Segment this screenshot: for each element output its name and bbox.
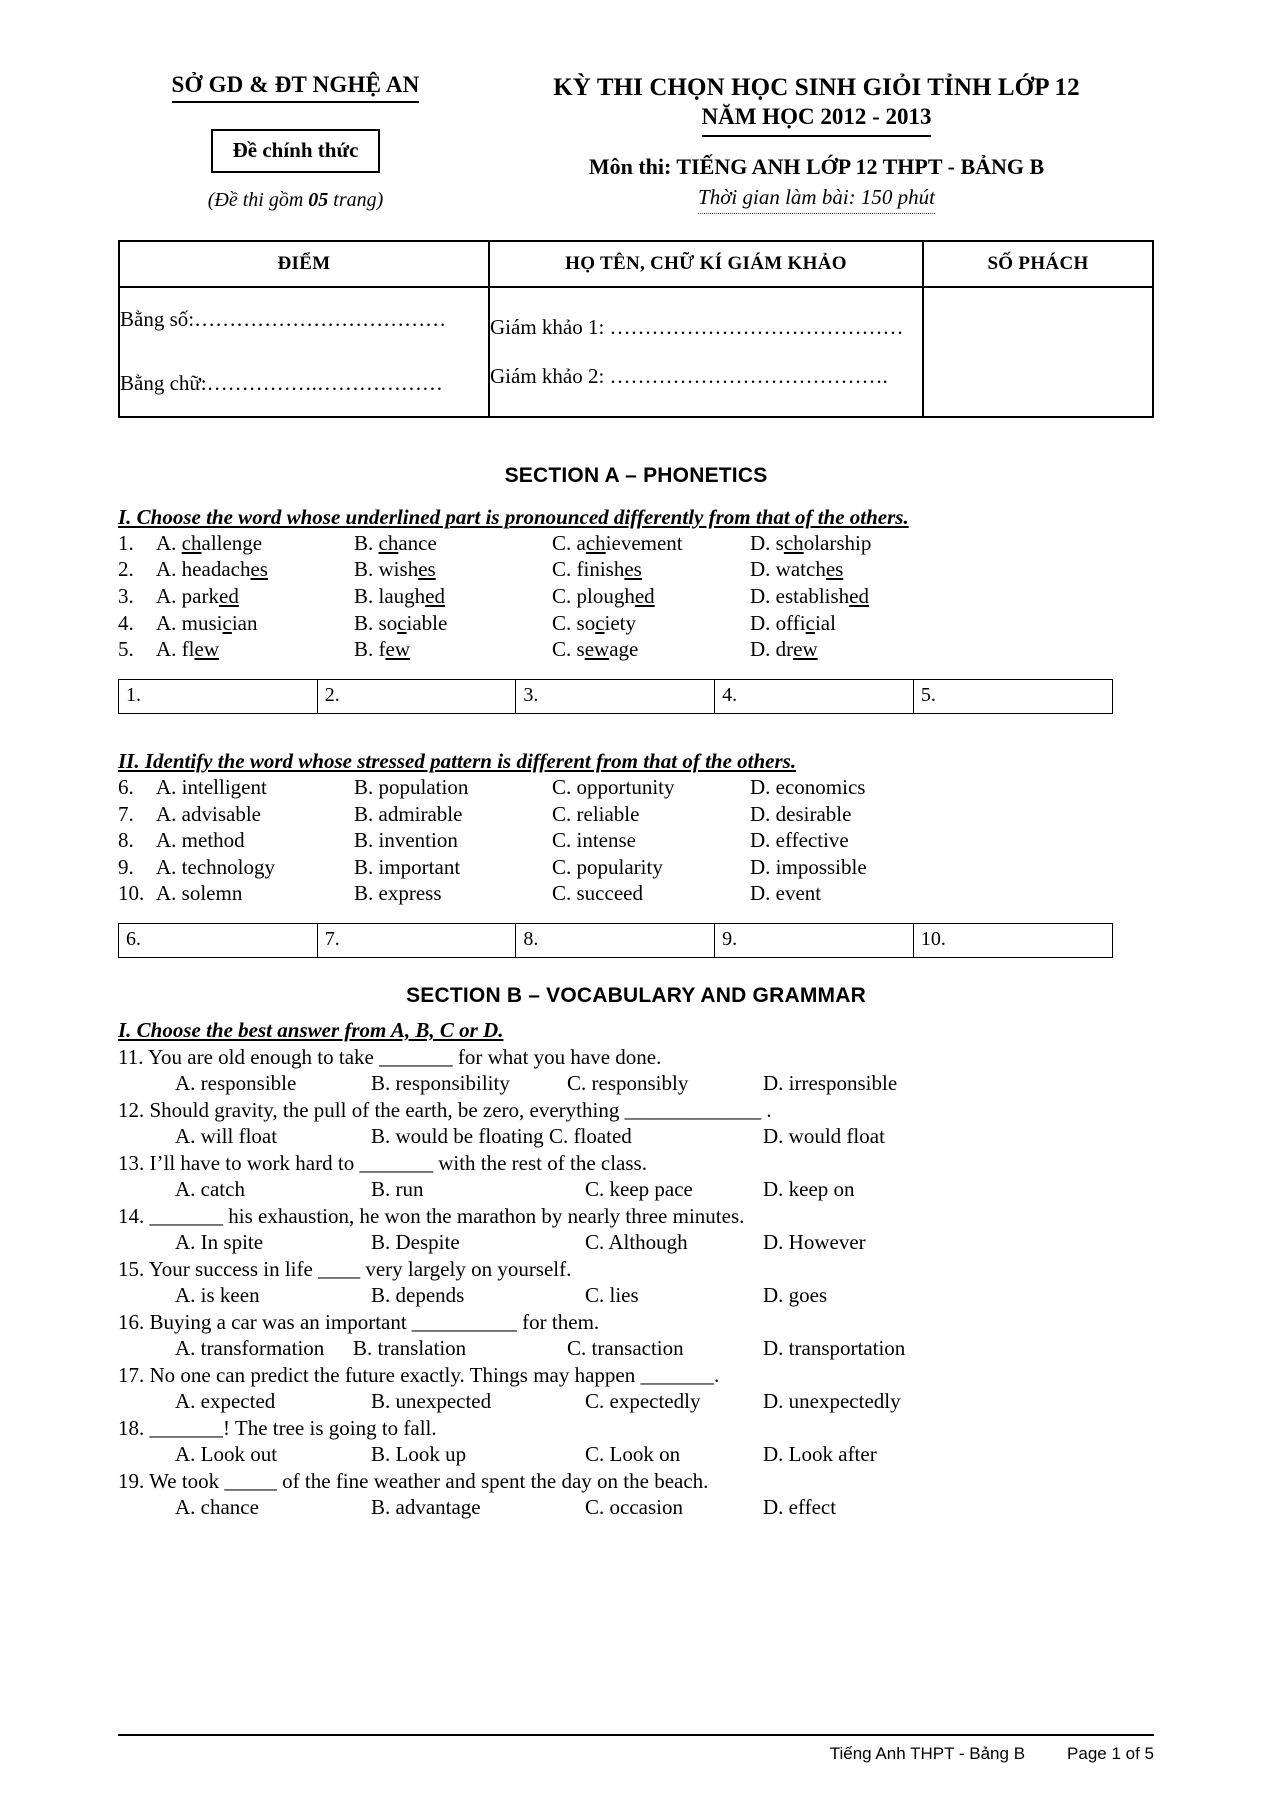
header-left-block [118, 72, 473, 212]
answer-cell-9[interactable]: 9. [715, 923, 914, 957]
answer-cell-7[interactable]: 7. [317, 923, 516, 957]
section-a-part2-questions [118, 775, 1154, 907]
option-a[interactable]: A. In spite [175, 1230, 264, 1255]
answer-grid-6-10 [118, 923, 1113, 958]
option-d[interactable]: D. Look after [763, 1442, 877, 1467]
answer-grid-1-5 [118, 679, 1113, 714]
table-row [119, 287, 1153, 352]
option-b[interactable]: B. invention [354, 828, 458, 853]
option-a[interactable]: A. solemn [156, 881, 243, 906]
question-options [118, 1388, 1154, 1414]
option-d[interactable]: D. established [750, 584, 869, 609]
option-b[interactable]: B. wishes [354, 557, 436, 582]
section-b-part1-questions [118, 1044, 1154, 1521]
footer-subject: Tiếng Anh THPT - Bảng B [829, 1744, 1026, 1763]
question-row [118, 881, 1154, 907]
option-d[interactable]: D. However [763, 1230, 866, 1255]
option-a[interactable]: A. responsible [175, 1070, 297, 1095]
option-b[interactable]: B. run [371, 1177, 424, 1202]
organization-name: SỞ GD & ĐT NGHỆ AN [172, 72, 420, 103]
option-d[interactable]: D. impossible [750, 854, 867, 879]
option-c[interactable]: C. achievement [552, 530, 683, 555]
question-options [118, 1441, 1154, 1467]
option-c[interactable]: C. responsibly [567, 1070, 689, 1095]
option-c[interactable]: C. lies [585, 1283, 639, 1308]
option-a[interactable]: A. parked [156, 584, 239, 609]
question-number: 5. [118, 637, 134, 662]
question-stem: 12. Should gravity, the pull of the earth, be zero, everything _____________ . [118, 1098, 772, 1122]
option-b[interactable]: B. depends [371, 1283, 465, 1308]
option-b[interactable]: B. translation [353, 1336, 467, 1361]
option-d[interactable]: D. would float [763, 1124, 885, 1149]
page-count-note-open: (Đề thi gồm [207, 189, 309, 212]
section-a-title: SECTION A – PHONETICS [504, 463, 768, 487]
option-d[interactable]: D. unexpectedly [763, 1389, 901, 1414]
official-exam-badge: Đề chính thức [211, 129, 381, 173]
question-row [118, 828, 1154, 854]
question-row [118, 584, 1154, 610]
answer-cell-10[interactable]: 10. [913, 923, 1112, 957]
option-b[interactable]: B. admirable [354, 801, 463, 826]
option-a[interactable]: A. advisable [156, 801, 261, 826]
option-c[interactable]: C. popularity [552, 854, 663, 879]
examiner-2-field[interactable]: Giám khảo 2: …………………………………. [490, 363, 888, 388]
question-options [118, 1123, 1154, 1149]
option-a[interactable]: A. chance [175, 1495, 259, 1520]
spacer [118, 714, 1154, 732]
table-header-row [119, 241, 1153, 287]
exam-title: KỲ THI CHỌN HỌC SINH GIỎI TỈNH LỚP 12 [553, 74, 1080, 101]
answer-cell-5[interactable]: 5. [913, 679, 1112, 713]
option-b[interactable]: B. Despite [371, 1230, 460, 1255]
option-c[interactable]: C. opportunity [552, 774, 675, 799]
question-number: 10. [118, 881, 145, 906]
question-row [118, 802, 1154, 828]
option-a[interactable]: A. catch [175, 1177, 245, 1202]
answer-row [119, 923, 1113, 957]
question-stem: 11. You are old enough to take _______ for what you have done. [118, 1044, 662, 1069]
option-c[interactable]: C. transaction [567, 1336, 684, 1361]
answer-cell-6[interactable]: 6. [119, 923, 318, 957]
page-count-note [118, 189, 473, 212]
option-c[interactable]: C. society [552, 610, 637, 635]
exam-subject: Môn thi: TIẾNG ANH LỚP 12 THPT - BẢNG B [588, 153, 1045, 179]
question-number: 2. [118, 557, 134, 582]
section-b-title: SECTION B – VOCABULARY AND GRAMMAR [406, 983, 866, 1007]
option-c[interactable]: C. succeed [552, 881, 643, 906]
answer-cell-2[interactable]: 2. [317, 679, 516, 713]
question-number: 1. [118, 530, 134, 555]
question-stem: 13. I’ll have to work hard to _______ with the rest of the class. [118, 1151, 647, 1176]
question-stem: 16. Buying a car was an important __________ for them. [118, 1310, 600, 1335]
option-b[interactable]: B. would be floating [371, 1124, 544, 1149]
option-d[interactable]: D. desirable [750, 801, 852, 826]
question-options [118, 1335, 1154, 1361]
option-a[interactable]: A. flew [156, 637, 219, 662]
option-d[interactable]: D. keep on [763, 1177, 855, 1202]
section-b-part1-directive: I. Choose the best answer from A, B, C or D. [118, 1017, 504, 1042]
page-footer [118, 1734, 1154, 1764]
option-b[interactable]: B. responsibility [371, 1070, 510, 1095]
option-b[interactable]: B. chance [354, 530, 437, 555]
question-number: 6. [118, 774, 134, 799]
option-c[interactable]: C. Although [585, 1230, 688, 1255]
section-a-part2-directive: II. Identify the word whose stressed pattern is different from that of the others. [118, 748, 797, 773]
option-c[interactable]: C. finishes [552, 557, 642, 582]
option-c[interactable]: C. floated [549, 1124, 632, 1149]
so-phach-field[interactable] [923, 287, 1153, 417]
exam-year: NĂM HỌC 2012 - 2013 [702, 103, 932, 137]
option-d[interactable]: D. transportation [763, 1336, 906, 1361]
examiner-spacer [490, 340, 922, 364]
section-a-part1-directive: I. Choose the word whose underlined part is pronounced differently from that of the others. [118, 504, 909, 529]
option-d[interactable]: D. watches [750, 557, 844, 582]
examiner-fields-cell [489, 287, 923, 417]
answer-cell-8[interactable]: 8. [516, 923, 715, 957]
question-row [118, 557, 1154, 583]
option-b[interactable]: B. population [354, 774, 469, 799]
question-options [118, 1282, 1154, 1308]
question-row [118, 775, 1154, 801]
question-stem: 18. _______! The tree is going to fall. [118, 1416, 437, 1441]
option-d[interactable]: D. event [750, 881, 822, 906]
page-count-note-close: trang) [328, 189, 384, 212]
option-c[interactable]: C. keep pace [585, 1177, 693, 1202]
question-number: 3. [118, 584, 134, 609]
question-row [118, 637, 1154, 663]
option-d[interactable]: D. drew [750, 637, 818, 662]
option-b[interactable]: B. express [354, 881, 442, 906]
grading-info-table [118, 240, 1154, 418]
option-b[interactable]: B. unexpected [371, 1389, 492, 1414]
option-d[interactable]: D. official [750, 610, 836, 635]
option-a[interactable]: A. headaches [156, 557, 268, 582]
option-a[interactable]: A. will float [175, 1124, 278, 1149]
question-number: 8. [118, 828, 134, 853]
page-header [118, 0, 1154, 214]
question-options [118, 1494, 1154, 1520]
answer-cell-3[interactable]: 3. [516, 679, 715, 713]
col-header-so-phach: SỐ PHÁCH [923, 241, 1153, 287]
option-d[interactable]: D. economics [750, 774, 866, 799]
col-header-examiner: HỌ TÊN, CHỮ KÍ GIÁM KHẢO [489, 241, 923, 287]
option-d[interactable]: D. scholarship [750, 530, 872, 555]
option-d[interactable]: D. goes [763, 1283, 828, 1308]
question-stem: 17. No one can predict the future exactly. Things may happen _______. [118, 1363, 720, 1388]
header-right-block [473, 72, 1154, 214]
option-a[interactable]: A. method [156, 828, 245, 853]
question-options [118, 1176, 1154, 1202]
option-b[interactable]: B. Look up [371, 1442, 467, 1467]
option-b[interactable]: B. advantage [371, 1495, 481, 1520]
exam-duration: Thời gian làm bài: 150 phút [698, 185, 935, 214]
option-b[interactable]: B. few [354, 637, 411, 662]
option-a[interactable]: A. Look out [175, 1442, 278, 1467]
answer-row [119, 679, 1113, 713]
question-options [118, 1070, 1154, 1096]
option-b[interactable]: B. important [354, 854, 461, 879]
option-d[interactable]: D. effective [750, 828, 849, 853]
question-options [118, 1229, 1154, 1255]
question-row [118, 531, 1154, 557]
score-number-field[interactable]: Bằng số:……………………………… [119, 287, 489, 352]
option-c[interactable]: C. sewage [552, 637, 639, 662]
answer-cell-1[interactable]: 1. [119, 679, 318, 713]
option-a[interactable]: A. is keen [175, 1283, 260, 1308]
option-a[interactable]: A. challenge [156, 530, 263, 555]
answer-cell-4[interactable]: 4. [715, 679, 914, 713]
option-a[interactable]: A. musician [156, 610, 258, 635]
option-c[interactable]: C. reliable [552, 801, 640, 826]
option-c[interactable]: C. expectedly [585, 1389, 701, 1414]
option-b[interactable]: B. sociable [354, 610, 448, 635]
col-header-diem: ĐIỂM [119, 241, 489, 287]
question-stem: 14. _______ his exhaustion, he won the marathon by nearly three minutes. [118, 1204, 745, 1229]
examiner-1-field[interactable]: Giám khảo 1: …………………………………… [490, 314, 904, 339]
score-words-field[interactable]: Bằng chữ:…………….……………… [119, 352, 489, 417]
question-stem: 15. Your success in life ____ very largely on yourself. [118, 1257, 572, 1282]
footer-page-number: Page 1 of 5 [1067, 1744, 1154, 1763]
option-d[interactable]: D. irresponsible [763, 1070, 898, 1095]
section-a-part1-questions [118, 531, 1154, 663]
option-a[interactable]: A. expected [175, 1389, 276, 1414]
question-row [118, 855, 1154, 881]
option-d[interactable]: D. effect [763, 1495, 837, 1520]
page-count-value: 05 [308, 189, 329, 212]
question-number: 4. [118, 610, 134, 635]
option-a[interactable]: A. intelligent [156, 774, 267, 799]
question-number: 7. [118, 801, 134, 826]
option-c[interactable]: C. occasion [585, 1495, 683, 1520]
option-a[interactable]: A. technology [156, 854, 275, 879]
option-b[interactable]: B. laughed [354, 584, 445, 609]
question-stem: 19. We took _____ of the fine weather and spent the day on the beach. [118, 1469, 709, 1494]
option-c[interactable]: C. ploughed [552, 584, 655, 609]
option-c[interactable]: C. intense [552, 828, 636, 853]
question-row [118, 611, 1154, 637]
option-a[interactable]: A. transformation [175, 1336, 325, 1361]
option-c[interactable]: C. Look on [585, 1442, 681, 1467]
question-number: 9. [118, 854, 134, 879]
